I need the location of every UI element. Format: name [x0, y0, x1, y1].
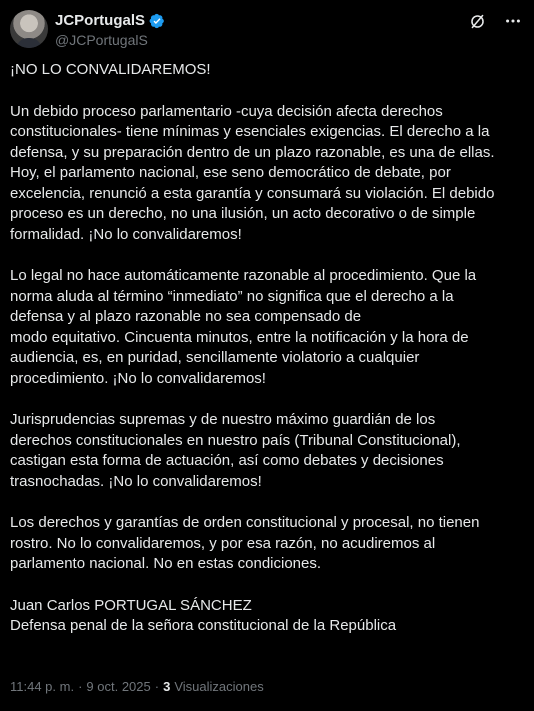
- paragraph-line: defensa y al plazo razonable no sea compensado de: [10, 308, 362, 325]
- author-block: [55, 12, 165, 49]
- paragraph-line: Hoy, el parlamento nacional, ese seno democrático de debate, por: [10, 164, 451, 181]
- post-time[interactable]: 11:44 p. m.: [10, 679, 75, 694]
- paragraph-line: castigan esta forma de actuación, así como debates y decisiones: [10, 452, 444, 469]
- paragraph-line: Lo legal no hace automáticamente razonable al procedimiento. Que la: [10, 267, 477, 284]
- paragraph-line: audiencia, es, en puridad, sencillamente violatorio a cualquier: [10, 349, 420, 366]
- paragraph-line: trasnochadas. ¡No lo convalidaremos!: [10, 472, 262, 490]
- paragraph-line: proceso es un derecho, no una ilusión, un acto decorativo o de simple: [10, 205, 476, 222]
- post-text: [10, 60, 525, 637]
- more-options-icon[interactable]: [504, 12, 522, 30]
- header-actions: [468, 12, 522, 30]
- post-date[interactable]: 9 oct. 2025: [86, 679, 151, 694]
- paragraph-line: formalidad. ¡No lo convalidaremos!: [10, 225, 242, 243]
- paragraph-line: derechos constitucionales en nuestro país (Tribunal Constitucional),: [10, 431, 461, 449]
- paragraph-line: defensa, y su preparación dentro de un plazo razonable, es una de ellas.: [10, 143, 495, 161]
- meta-separator: ·: [78, 679, 83, 694]
- grok-icon[interactable]: [468, 12, 486, 30]
- author-display-name[interactable]: JCPortugalS: [55, 12, 146, 29]
- paragraph-line: excelencia, renunció a esta garantía y consumará su violación. El debido: [10, 184, 495, 202]
- paragraph-line: rostro. No lo convalidaremos, y por esa razón, no acudiremos al: [10, 534, 436, 552]
- signature-role: Defensa penal de la señora constitucional de la República: [10, 617, 397, 634]
- meta-separator: ·: [154, 679, 160, 694]
- paragraph-line: Un debido proceso parlamentario -cuya decisión afecta derechos: [10, 102, 443, 120]
- verified-badge-icon: [149, 13, 165, 29]
- post-header: [10, 10, 524, 50]
- author-handle[interactable]: @JCPortugalS: [55, 32, 148, 48]
- paragraph-line: Los derechos y garantías de orden constitucional y procesal, no tienen: [10, 514, 480, 531]
- paragraph-line: norma aluda al término “inmediato” no significa que el derecho a la: [10, 287, 454, 305]
- paragraph-line: parlamento nacional. No en estas condiciones.: [10, 555, 322, 572]
- views-count: 3: [163, 679, 171, 694]
- paragraph-line: modo equitativo. Cincuenta minutos, entre la notificación y la hora de: [10, 328, 469, 346]
- paragraph-line: Jurisprudencias supremas y de nuestro máximo guardián de los: [10, 411, 436, 428]
- paragraph-line: procedimiento. ¡No lo convalidaremos!: [10, 369, 266, 387]
- avatar[interactable]: [10, 10, 48, 48]
- post-title-line: ¡NO LO CONVALIDAREMOS!: [10, 61, 211, 78]
- signature-name: Juan Carlos PORTUGAL SÁNCHEZ: [10, 596, 252, 614]
- paragraph-line: constitucionales- tiene mínimas y esenciales exigencias. El derecho a la: [10, 123, 490, 140]
- views-label: Visualizaciones: [174, 679, 264, 694]
- post-meta: [10, 679, 264, 694]
